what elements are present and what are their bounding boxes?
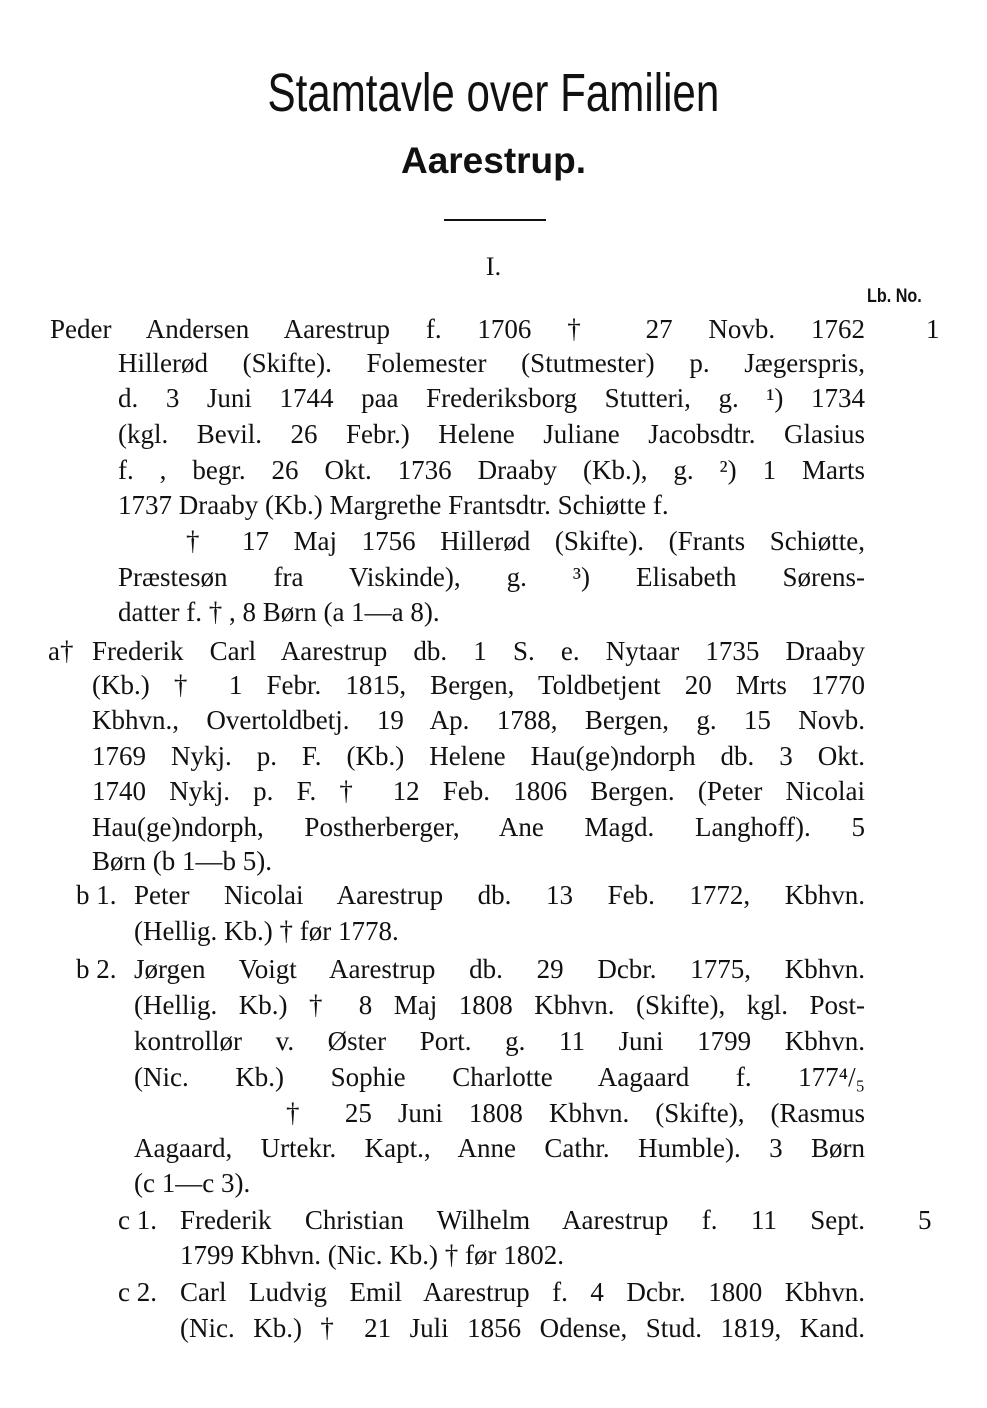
text-line: Kbhvn., Overtoldbetj. 19 Ap. 1788, Bergen, g. 15 Novb. [92,705,865,735]
text-line: (Nic. Kb.) Sophie Charlotte Aagaard f. 177⁴/₅ [134,1062,865,1092]
text-line: Aagaard, Urtekr. Kapt., Anne Cathr. Humble). 3 Børn [134,1133,865,1163]
text-line: 1799 Kbhvn. (Nic. Kb.) † før 1802. [180,1240,564,1270]
text-line: kontrollør v. Øster Port. g. 11 Juni 1799 Kbhvn. [134,1026,865,1056]
text-line: (Hellig. Kb.) † 8 Maj 1808 Kbhvn. (Skifte), kgl. Post- [134,990,865,1020]
text-line: † 25 Juni 1808 Kbhvn. (Skifte), (Rasmus [286,1098,865,1128]
title-divider [444,219,546,221]
text-line: Hau(ge)ndorph, Postherberger, Ane Magd. Langhoff). 5 [92,812,865,842]
entry-label: b 2. [76,954,117,984]
text-line: (kgl. Bevil. 26 Febr.) Helene Juliane Jacobsdtr. Glasius [118,419,865,449]
entry-label: c 2. [118,1277,157,1307]
entry-label: c 1. [118,1205,157,1235]
lb-no-header: Lb. No. [867,286,922,307]
text-line: Børn (b 1—b 5). [92,846,272,876]
text-line: Hillerød (Skifte). Folemester (Stutmester) p. Jægerspris, [118,348,865,378]
text-line: Peter Nicolai Aarestrup db. 13 Feb. 1772, Kbhvn. [134,880,865,910]
text-line: Frederik Christian Wilhelm Aarestrup f. 11 Sept. [180,1205,865,1235]
entry-label: a† [48,636,74,666]
text-line: (Nic. Kb.) † 21 Juli 1856 Odense, Stud. 1819, Kand. [180,1313,865,1343]
text-line: d. 3 Juni 1744 paa Frederiksborg Stutteri, g. ¹) 1734 [118,383,865,413]
text-line: Peder Andersen Aarestrup f. 1706 † 27 Novb. 1762 [50,314,865,344]
text-line: (c 1—c 3). [134,1168,251,1198]
text-line: f. , begr. 26 Okt. 1736 Draaby (Kb.), g. ²) 1 Marts [118,455,865,485]
margin-number: 1 [926,314,940,344]
text-line: Jørgen Voigt Aarestrup db. 29 Dcbr. 1775, Kbhvn. [134,954,865,984]
section-number: I. [485,252,502,281]
text-line: Frederik Carl Aarestrup db. 1 S. e. Nytaar 1735 Draaby [92,636,865,666]
text-line: 1740 Nykj. p. F. † 12 Feb. 1806 Bergen. (Peter Nicolai [92,776,865,806]
text-line: (Hellig. Kb.) † før 1778. [134,916,399,946]
text-line: Præstesøn fra Viskinde), g. ³) Elisabeth Sørens- [118,562,865,592]
margin-number: 5 [918,1205,932,1235]
entry-label: b 1. [76,880,117,910]
text-line: 1769 Nykj. p. F. (Kb.) Helene Hau(ge)ndorph db. 3 Okt. [92,741,865,771]
page-subtitle: Aarestrup. [400,140,587,181]
page-title: Stamtavle over Familien [267,63,720,123]
text-line: 1737 Draaby (Kb.) Margrethe Frantsdtr. Schiøtte f. [118,490,669,520]
text-line: Carl Ludvig Emil Aarestrup f. 4 Dcbr. 1800 Kbhvn. [180,1277,865,1307]
text-line: (Kb.) † 1 Febr. 1815, Bergen, Toldbetjent 20 Mrts 1770 [92,670,865,700]
text-line: datter f. † , 8 Børn (a 1—a 8). [118,597,440,627]
text-line: † 17 Maj 1756 Hillerød (Skifte). (Frants Schiøtte, [186,526,865,556]
